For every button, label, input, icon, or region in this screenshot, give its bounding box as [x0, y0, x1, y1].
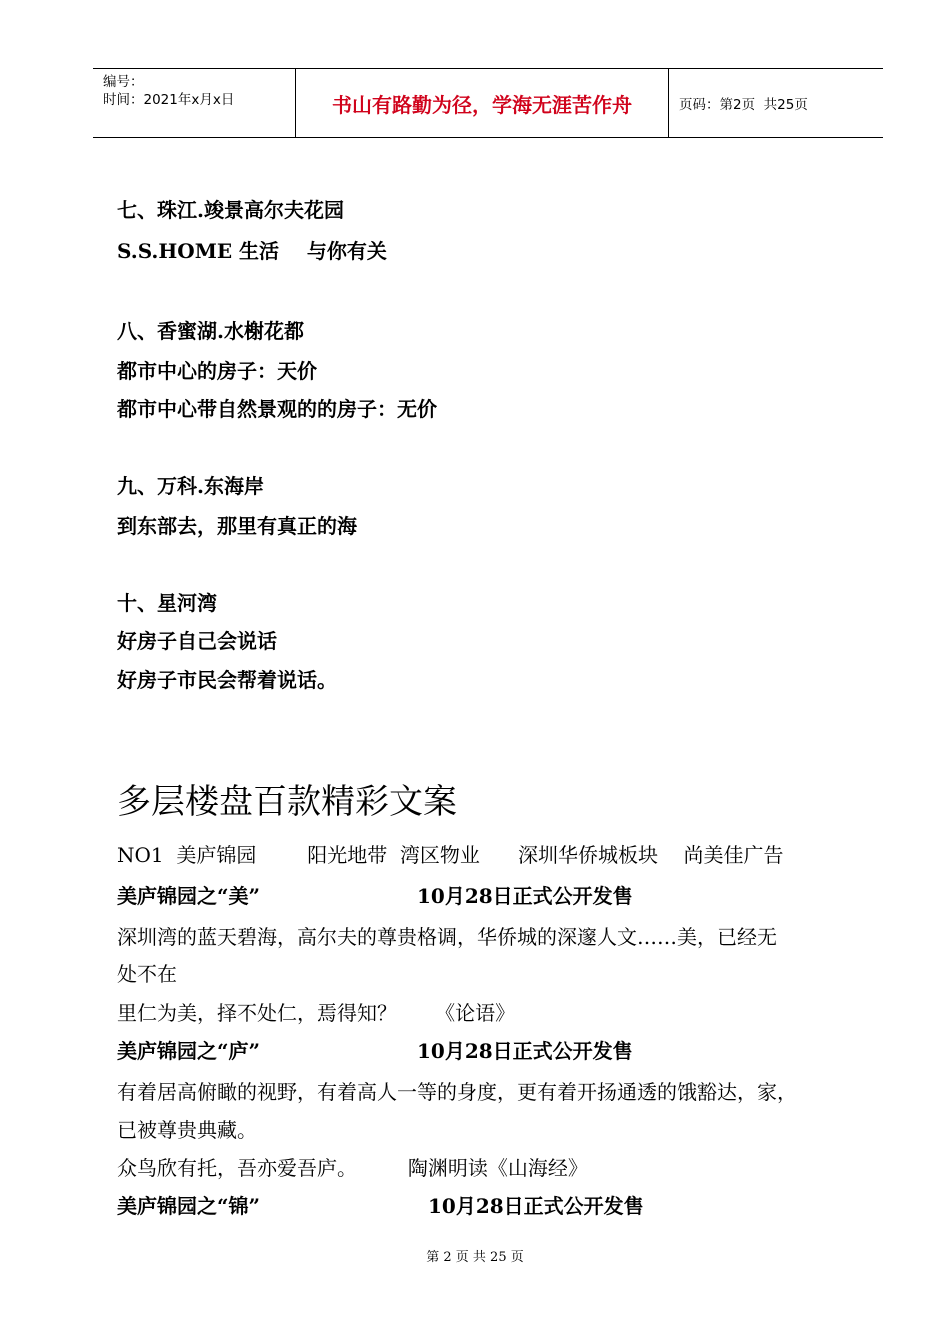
block-body-line: 有着居高俯瞰的视野，有着高人一等的身度，更有着开扬通透的饿豁达，家，	[117, 1080, 797, 1104]
block-title-right: 10月28日正式公开发售	[428, 1194, 644, 1218]
section-title: 八、香蜜湖.水榭花都	[117, 319, 304, 343]
page-info-text: 页码：第2页 共25页	[679, 97, 808, 113]
block-body-line: 里仁为美，择不处仁，焉得知？ 《论语》	[117, 1001, 516, 1025]
page-header	[93, 68, 883, 138]
block-body-line: 已被尊贵典藏。	[117, 1118, 257, 1142]
header-page-info	[669, 69, 883, 137]
section-line: 到东部去，那里有真正的海	[117, 514, 357, 538]
section-title: 七、珠江.竣景高尔夫花园	[117, 198, 344, 222]
main-heading: 多层楼盘百款精彩文案	[117, 782, 457, 822]
block-title-right: 10月28日正式公开发售	[417, 1039, 633, 1063]
block-title-right: 10月28日正式公开发售	[417, 884, 633, 908]
section-line: 好房子自己会说话	[117, 629, 277, 653]
serial-label: 编号：	[103, 74, 144, 90]
section-line: 都市中心的房子：天价	[117, 359, 317, 383]
block-title-left: 美庐锦园之“美”	[117, 884, 261, 908]
time-label: 时间：2021年x月x日	[103, 92, 235, 108]
block-body-line: 深圳湾的蓝天碧海，高尔夫的尊贵格调，华侨城的深邃人文……美，已经无	[117, 925, 777, 949]
block-title-left: 美庐锦园之“庐”	[117, 1039, 261, 1063]
no1-line: NO1 美庐锦园 阳光地带 湾区物业 深圳华侨城板块 尚美佳广告	[117, 843, 784, 867]
block-body-line: 众鸟欣有托，吾亦爱吾庐。 陶渊明读《山海经》	[117, 1156, 588, 1180]
section-title: 十、星河湾	[117, 591, 217, 615]
section-line: S.S.HOME 生活 与你有关	[117, 239, 387, 263]
page-footer: 第 2 页 共 25 页	[426, 1250, 524, 1265]
header-meta	[93, 69, 295, 137]
section-title: 九、万科.东海岸	[117, 474, 264, 498]
header-motto: 书山有路勤为径，学海无涯苦作舟	[295, 69, 669, 137]
block-body-line: 处不在	[117, 962, 177, 986]
section-line: 好房子市民会帮着说话。	[117, 668, 337, 692]
block-title-left: 美庐锦园之“锦”	[117, 1194, 261, 1218]
section-line: 都市中心带自然景观的的房子：无价	[117, 397, 437, 421]
